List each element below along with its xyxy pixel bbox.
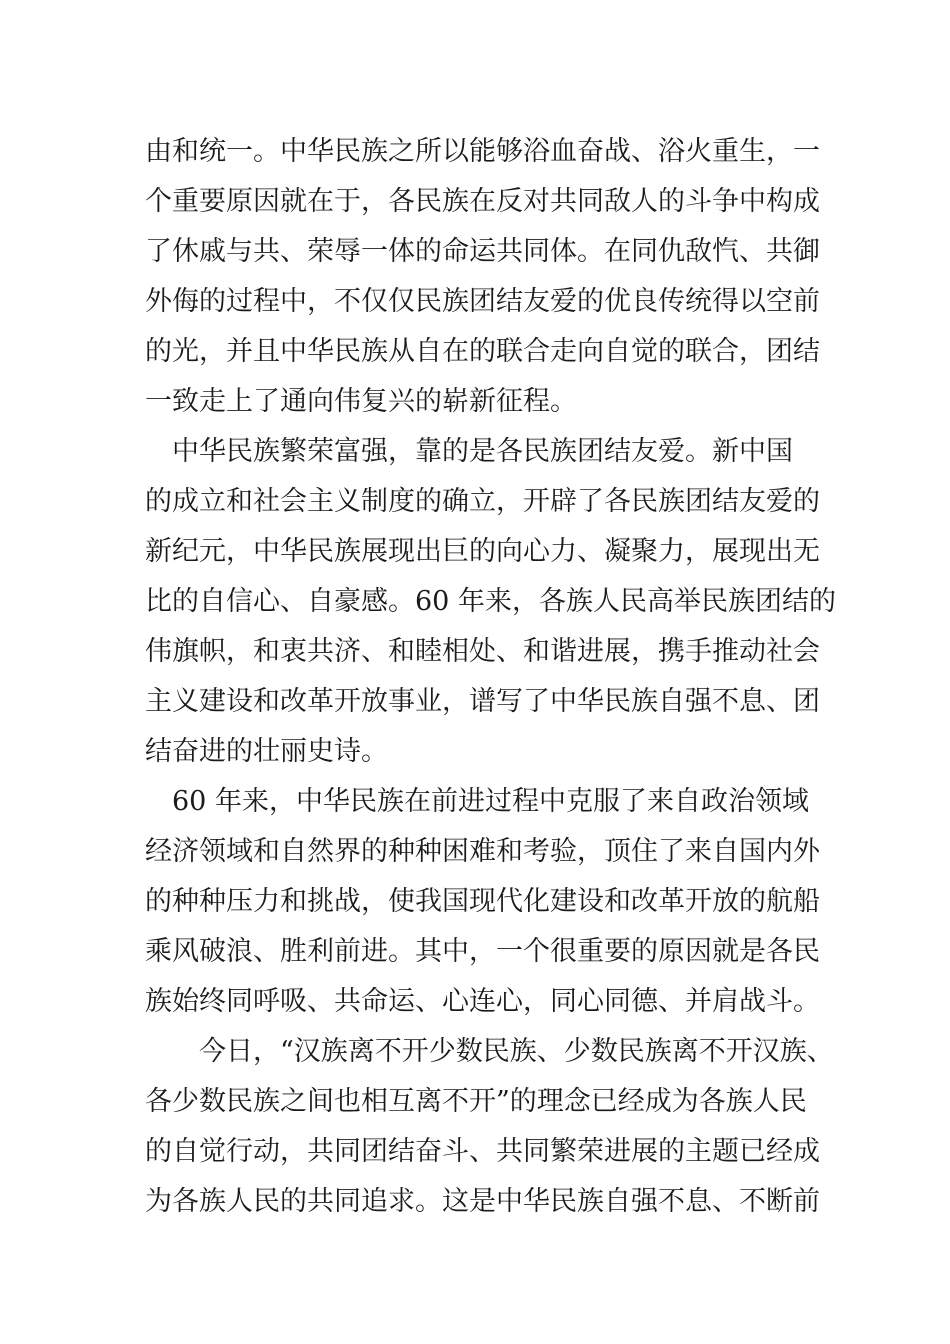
text-line: 60 年来，中华民族在前进过程中克服了来自政治领域	[145, 786, 809, 817]
text-line: 外侮的过程中，不仅仅民族团结友爱的优良传统得以空前	[145, 286, 820, 317]
text-line: 的自觉行动，共同团结奋斗、共同繁荣进展的主题已经成	[145, 1136, 820, 1167]
paragraph-4	[145, 1027, 834, 1227]
text-line: 中华民族繁荣富强，靠的是各民族团结友爱。新中国	[145, 436, 793, 467]
text-line: 为各族人民的共同追求。这是中华民族自强不息、不断前	[145, 1186, 820, 1217]
text-line: 由和统一。中华民族之所以能够浴血奋战、浴火重生，一	[145, 136, 820, 167]
text-line: 各少数民族之间也相互离不开”的理念已经成为各族人民	[145, 1086, 807, 1117]
paragraph-2	[145, 427, 836, 777]
text-line: 乘风破浪、胜利前进。其中，一个很重要的原因就是各民	[145, 936, 820, 967]
text-line: 的种种压力和挑战，使我国现代化建设和改革开放的航船	[145, 886, 820, 917]
paragraph-1	[145, 127, 825, 427]
document-body	[145, 127, 836, 1227]
text-line: 了休戚与共、荣辱一体的命运共同体。在同仇敌忾、共御	[145, 236, 820, 267]
text-line: 结奋进的壮丽史诗。	[145, 736, 388, 767]
paragraph-3	[145, 777, 825, 1027]
text-line: 今日，“汉族离不开少数民族、少数民族离不开汉族、	[145, 1036, 834, 1067]
text-line: 经济领域和自然界的种种困难和考验，顶住了来自国内外	[145, 836, 820, 867]
text-line: 族始终同呼吸、共命运、心连心，同心同德、并肩战斗。	[145, 986, 820, 1017]
text-line: 比的自信心、自豪感。60 年来，各族人民高举民族团结的	[145, 586, 836, 617]
text-line: 个重要原因就在于，各民族在反对共同敌人的斗争中构成	[145, 186, 820, 217]
text-line: 的光，并且中华民族从自在的联合走向自觉的联合，团结	[145, 336, 820, 367]
text-line: 一致走上了通向伟复兴的崭新征程。	[145, 386, 577, 417]
text-line: 的成立和社会主义制度的确立，开辟了各民族团结友爱的	[145, 486, 820, 517]
text-line: 伟旗帜，和衷共济、和睦相处、和谐进展，携手推动社会	[145, 636, 820, 667]
text-line: 新纪元，中华民族展现出巨的向心力、凝聚力，展现出无	[145, 536, 820, 567]
text-line: 主义建设和改革开放事业，谱写了中华民族自强不息、团	[145, 686, 820, 717]
